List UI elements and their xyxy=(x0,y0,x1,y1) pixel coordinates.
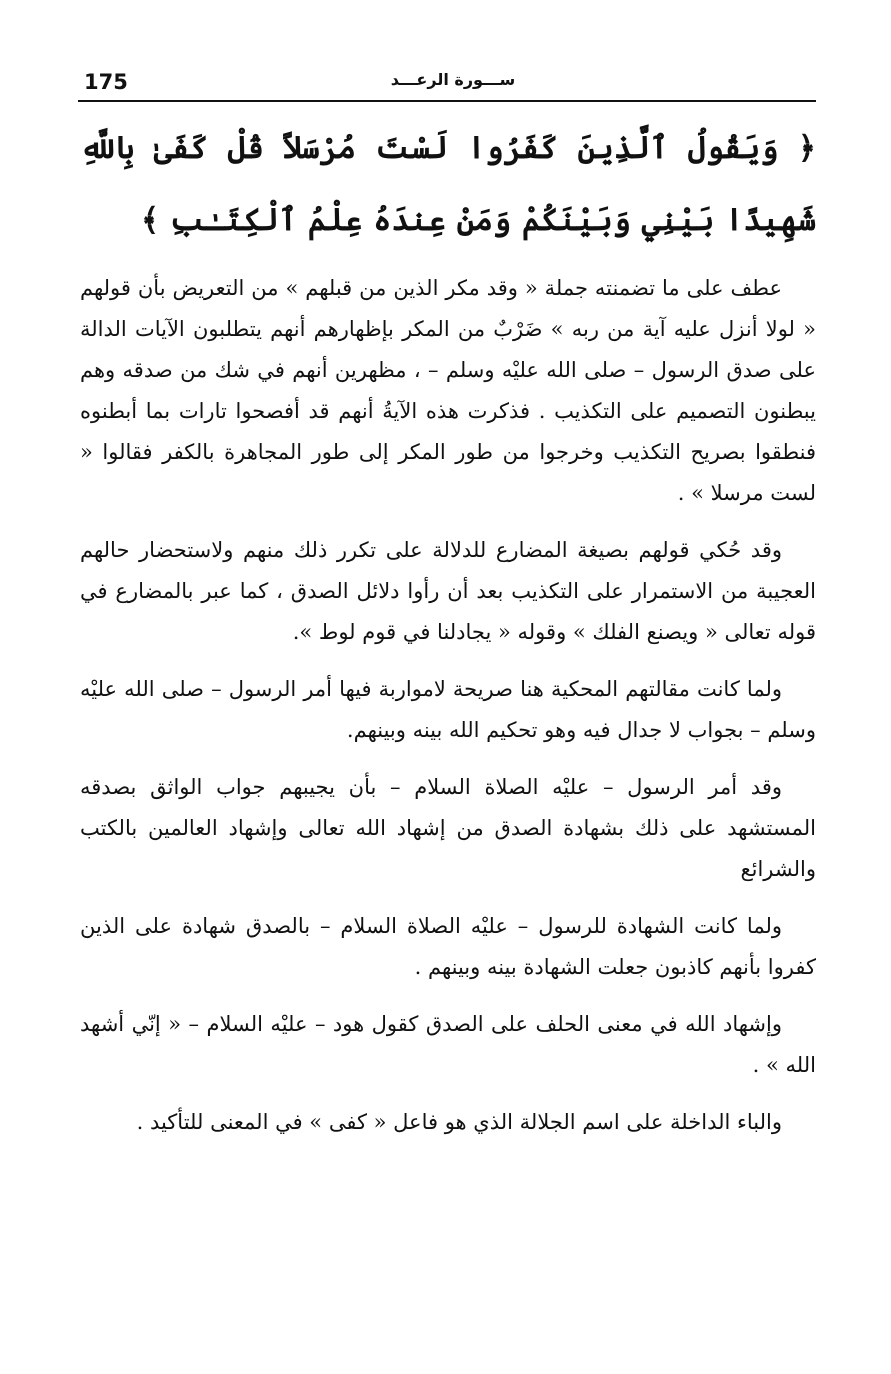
paragraph-2: وقد حُكي قولهم بصيغة المضارع للدلالة على تكرر ذلك منهم ولاستحضار حالهم العجيبة من الاستمرار على التكذيب بعد أن رأوا دلائل الصدق ، كما عبر بالمضارع في قوله تعالى « ويصنع الفلك » وقوله « يجادلنا في قوم لوط ». xyxy=(80,538,816,644)
commentary-body xyxy=(80,268,816,1159)
paragraph-7: والباء الداخلة على اسم الجلالة الذي هو فاعل « كفى » في المعنى للتأكيد . xyxy=(136,1110,782,1134)
page-number: 175 xyxy=(84,70,128,94)
paragraph-1: عطف على ما تضمنته جملة « وقد مكر الذين من قبلهم » من التعريض بأن قولهم « لولا أنزل عليه آية من ربه » ضَرْبٌ من المكر بإظهارهم أنهم يتطلبون الآيات الدالة على صدق الرسول – صلى الله عليْه وسلم – ، مظهرين أنهم في شك من صدقه وهم يبطنون التصميم على التكذيب . فذكرت هذه الآيةُ أنهم قد أفصحوا تارات بما أبطنوه فنطقوا بصريح التكذيب وخرجوا من طور المكر إلى طور المجاهرة بالكفر فقالوا « لست مرسلا » . xyxy=(80,276,816,505)
page-header xyxy=(78,62,816,100)
paragraph-6: وإشهاد الله في معنى الحلف على الصدق كقول هود – عليْه السلام – « إنّي أشهد الله » . xyxy=(80,1012,816,1077)
paragraph-3: ولما كانت مقالتهم المحكية هنا صريحة لامواربة فيها أمر الرسول – صلى الله عليْه وسلم – بجواب لا جدال فيه وهو تحكيم الله بينه وبينهم. xyxy=(80,677,816,742)
running-head: ســـورة الرعـــد xyxy=(390,70,516,89)
quran-verse: ﴿ وَيَقُولُ ٱلَّذِينَ كَفَرُوا لَسْتَ مُرْسَلاً قُلْ كَفَىٰ بِاللَّهِ شَهِيدًا بَيْنِي وَبَيْنَكُمْ وَمَنْ عِندَهُ عِلْمُ ٱلْكِتَـٰبِ ﴾ xyxy=(80,130,816,238)
header-rule xyxy=(78,100,816,102)
paragraph-5: ولما كانت الشهادة للرسول – عليْه الصلاة السلام – بالصدق شهادة على الذين كفروا بأنهم كاذبون جعلت الشهادة بينه وبينهم . xyxy=(80,914,816,979)
paragraph-4: وقد أمر الرسول – عليْه الصلاة السلام – بأن يجيبهم جواب الواثق بصدقه المستشهد على ذلك بشهادة الصدق من إشهاد الله تعالى وإشهاد العالمين بالكتب والشرائع xyxy=(80,775,816,881)
